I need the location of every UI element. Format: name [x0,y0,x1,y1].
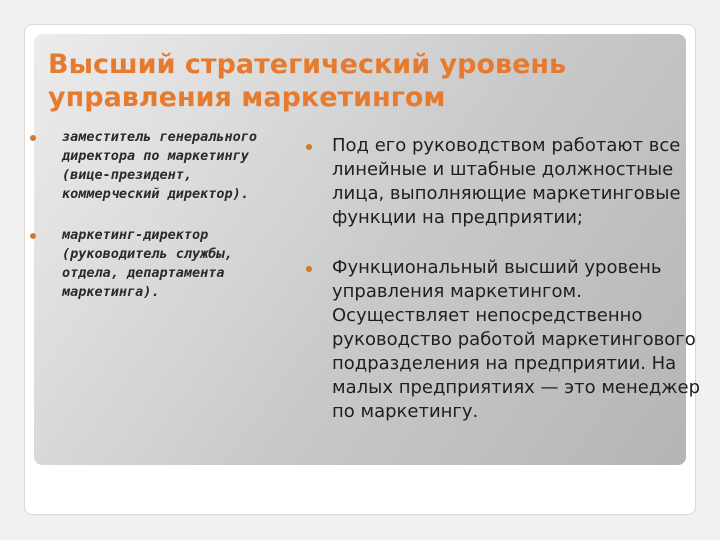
bullet-icon [30,233,36,239]
left-column [30,128,270,302]
right-item-text: Функциональный высший уровень управления маркетингом. Осуществляет непосредственно руководство работой маркетингового подразделения на предприятии. На малых предприятиях — это менеджер по маркетингу. [332,257,700,422]
bullet-icon [30,135,36,141]
right-column [300,134,700,424]
bullet-icon [306,266,312,272]
right-list-item [300,134,700,230]
bullet-icon [306,144,312,150]
left-item-text: маркетинг-директор (руководитель службы, отдела, департамента маркетинга). [62,227,233,300]
left-item-text: заместитель генерального директора по маркетингу (вице-президент, коммерческий директор). [62,129,258,202]
left-list-item [30,226,270,302]
right-item-text: Под его руководством работают все линейные и штабные должностные лица, выполняющие маркетинговые функции на предприятии; [332,135,681,228]
left-list-item [30,128,270,204]
right-list-item [300,256,700,424]
slide-title: Высший стратегический уровень управления маркетингом [48,49,567,113]
